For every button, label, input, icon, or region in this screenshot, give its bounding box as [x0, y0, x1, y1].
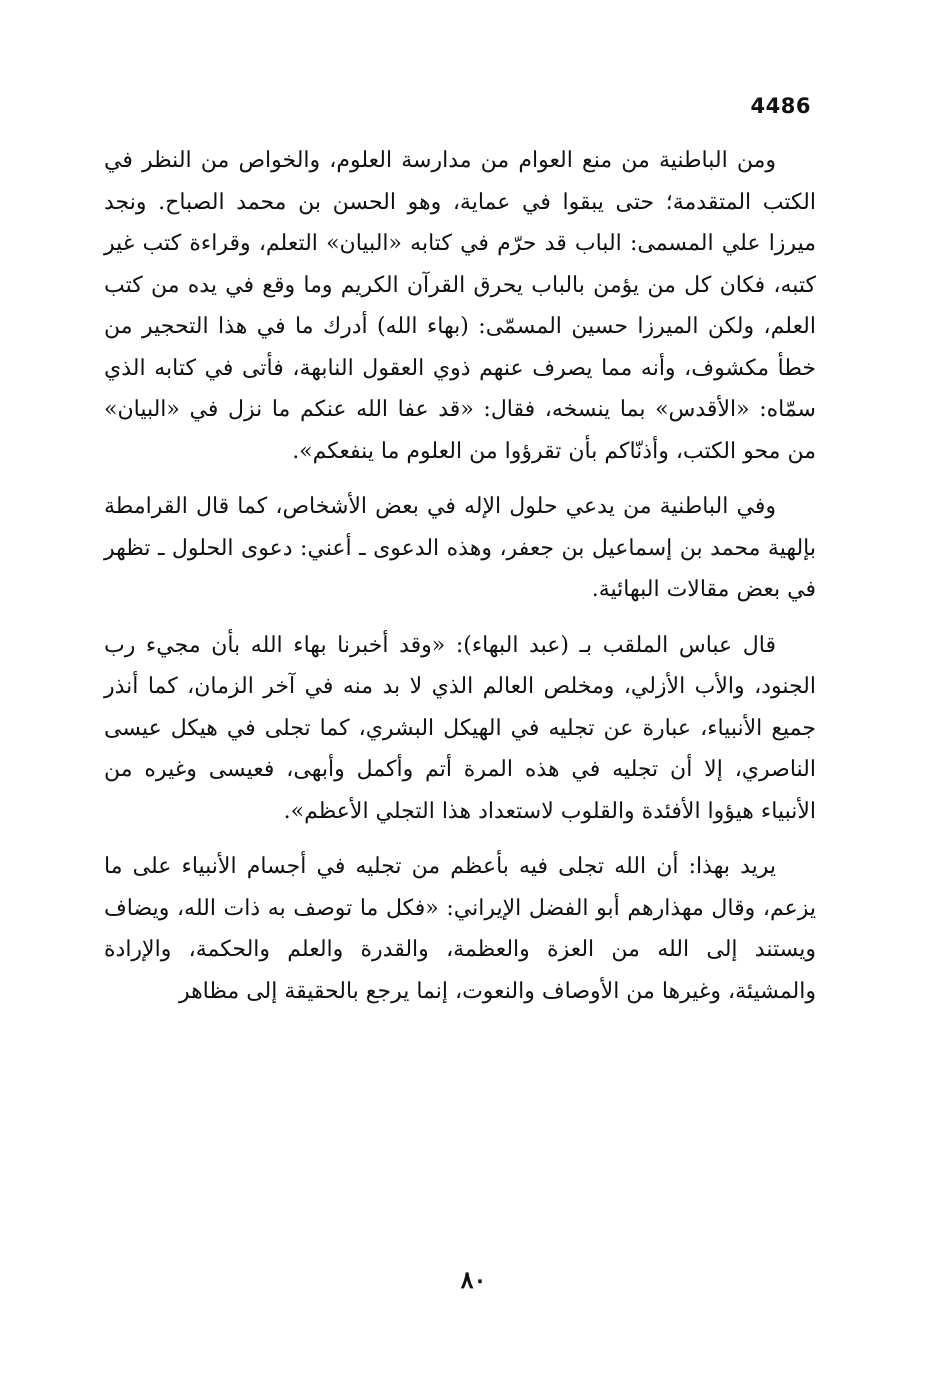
paragraph-1: ومن الباطنية من منع العوام من مدارسة العلوم، والخواص من النظر في الكتب المتقدمة؛ حتى يبقوا في عماية، وهو الحسن بن محمد الصباح. ونجد ميرزا علي المسمى: الباب قد حرّم في كتابه «البيان» التعلم، وقراءة كتب غير كتبه، فكان كل من يؤمن بالباب يحرق القرآن الكريم وما وقع في يده من كتب العلم، ولكن الميرزا حسين المسمّى: (بهاء الله) أدرك ما في هذا التحجير من خطأ مكشوف، وأنه مما يصرف عنهم ذوي العقول النابهة، فأتى في كتابه الذي سمّاه: «الأقدس» بما ينسخه، فقال: «قد عفا الله عنكم ما نزل في «البيان» من محو الكتب، وأذنّاكم بأن تقرؤوا من العلوم ما ينفعكم».: [104, 148, 816, 464]
paragraph-3: قال عباس الملقب بـ (عبد البهاء): «وقد أخبرنا بهاء الله بأن مجيء رب الجنود، والأب الأزلي، ومخلص العالم الذي لا بد منه في آخر الزمان، كما أنذر جميع الأنبياء، عبارة عن تجليه في الهيكل البشري، كما تجلى في هيكل عيسى الناصري، إلا أن تجليه في هذه المرة أتم وأكمل وأبهى، فعيسى وغيره من الأنبياء هيؤوا الأفئدة والقلوب لاستعداد هذا التجلي الأعظم».: [104, 632, 816, 824]
paragraph-4: يريد بهذا: أن الله تجلى فيه بأعظم من تجليه في أجسام الأنبياء على ما يزعم، وقال مهذارهم أبو الفضل الإيراني: «فكل ما توصف به ذات الله، ويضاف ويستند إلى الله من العزة والعظمة، والقدرة والعلم والحكمة، والإرادة والمشيئة، وغيرها من الأوصاف والنعوت، إنما يرجع بالحقيقة إلى مظاهر: [104, 854, 816, 1004]
page-number-bottom: ٨٠: [460, 1265, 487, 1294]
text-body: [104, 140, 816, 1026]
paragraph-2: وفي الباطنية من يدعي حلول الإله في بعض الأشخاص، كما قال القرامطة بإلهية محمد بن إسماعيل بن جعفر، وهذه الدعوى ـ أعني: دعوى الحلول ـ تظهر في بعض مقالات البهائية.: [104, 494, 816, 602]
page-number-top: 4486: [750, 94, 811, 118]
